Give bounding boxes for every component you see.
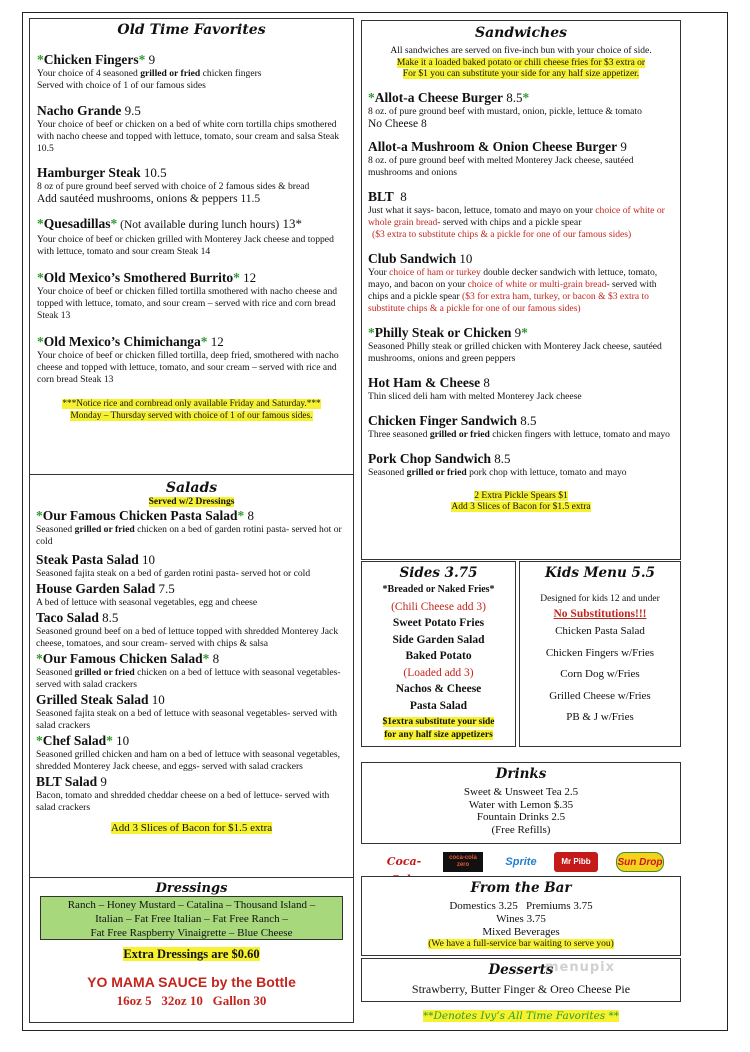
section-title: Salads <box>165 480 218 496</box>
menu-item: Allot-a Mushroom & Onion Cheese Burger 9 8 oz. of pure ground beef with melted Monterey Jack cheese, sautéed mushrooms and onions <box>368 138 674 179</box>
menu-item: Pork Chop Sandwich 8.5 Seasoned grilled or fried pork chop with lettuce, tomato and mayo <box>368 450 674 479</box>
item-price: 13* <box>279 216 302 231</box>
side-item: Nachos & Cheese <box>395 683 482 695</box>
dressings-section <box>29 877 354 1023</box>
item-desc: 8 oz. of pure ground beef with melted Monterey Jack cheese, sautéed mushrooms and onions <box>368 154 634 178</box>
item-name: Steak Pasta Salad <box>36 552 139 567</box>
sun-drop-logo: Sun Drop <box>616 852 664 872</box>
item-name: Pork Chop Sandwich <box>368 450 492 466</box>
item-desc: 8 oz of pure ground beef served with choice of 2 famous sides & bread <box>37 181 310 192</box>
menu-item: *Old Mexico’s Smothered Burrito* 12 Your choice of beef or chicken filled tortilla smothered with nacho cheese and topped with lettuce, tomato, and sour cream – served with rice and corn bread Steak 13 <box>37 269 346 322</box>
item-desc: Seasoned fajita steak on a bed of lettuce with seasonal vegetables- served with salad crackers <box>36 708 338 731</box>
item-desc: Your choice of beef or chicken on a bed of white corn tortilla chips smothered with nacho cheese and topped with lettuce, tomato, sour cream and salsa Steak 10.5 <box>37 119 340 154</box>
side-item: Baked Potato <box>405 650 472 662</box>
soda-logos <box>378 851 668 873</box>
drinks-list <box>364 786 678 836</box>
menu-item: Steak Pasta Salad 10 Seasoned fajita steak on a bed of garden rotini pasta- served hot or cold <box>36 551 347 580</box>
drink-line: Fountain Drinks 2.5 <box>476 811 566 823</box>
item-name: Our Famous Chicken Pasta Salad <box>42 508 238 523</box>
menu-item: Club Sandwich 10 Your choice of ham or turkey double decker sandwich with lettuce, tomato, mayo, and bacon on your choice of white or multi-grain bread- served with chips and a pickle spear ($3 for extra ham, turkey, or bacon & $3 extra to substitute chips & a pickle for one of our famous sides) <box>368 250 674 315</box>
menu-item: *Our Famous Chicken Pasta Salad* 8 Seasoned grilled or fried chicken on a bed of garden rotini pasta- served hot or cold <box>36 507 347 548</box>
side-item: Sweet Potato Fries <box>392 617 485 629</box>
item-name: Allot-a Mushroom & Onion Cheese Burger <box>368 138 618 154</box>
coke-zero-logo: coca-cola zero <box>443 852 483 872</box>
item-desc: Seasoned ground beef on a bed of lettuce topped with shredded Monterey Jack cheese, tomatoes, and sour cream- served with chips & salsa <box>36 626 339 649</box>
menu-item: *Old Mexico’s Chimichanga* 12 Your choice of beef or chicken filled tortilla, deep fried, smothered with nacho cheese and topped with lettuce, tomato, and sour cream – served with rice and corn bread Steak 13 <box>37 333 346 386</box>
side-item: Side Garden Salad <box>392 633 485 646</box>
item-name: Hamburger Steak <box>37 165 141 180</box>
item-desc: Thin sliced deli ham with melted Monterey Jack cheese <box>368 390 582 402</box>
item-name: House Garden Salad <box>36 581 156 596</box>
kids-item: PB & J w/Fries <box>566 711 634 723</box>
sandwich-intro-substitute: For $1 you can substitute your side for any half size appetizer. <box>402 69 640 79</box>
item-desc: Seasoned fajita steak on a bed of garden rotini pasta- served hot or cold <box>36 568 311 579</box>
menu-item <box>37 164 346 205</box>
kids-item: Chicken Fingers w/Fries <box>545 646 655 659</box>
sides-list <box>365 582 512 714</box>
menu-item: *Chef Salad* 10 Seasoned grilled chicken and ham on a bed of lettuce with seasonal vegetables, shredded Monterey Jack cheese, and eggs- served with salad crackers <box>36 732 347 773</box>
item-name: Nacho Grande <box>37 103 122 118</box>
menu-item: Taco Salad 8.5 Seasoned ground beef on a bed of lettuce topped with shredded Monterey Jack cheese, tomatoes, and sour cream- served with chips & salsa <box>36 609 347 650</box>
sandwich-intro-upgrade: Make it a loaded baked potato or chili cheese fries for $3 extra or <box>396 57 646 68</box>
bar-list <box>364 900 678 939</box>
item-price: 9.5 <box>121 103 141 118</box>
item-desc: Just what it says- bacon, lettuce, tomato and mayo on your choice of white or whole grain bread- served with chips and a pickle spear ($3 extra to substitute chips & a pickle for one of our famous sides) <box>368 204 665 240</box>
item-name: Quesadillas <box>43 216 111 231</box>
item-desc: Your choice of beef or chicken filled tortilla smothered with nacho cheese and topped with lettuce, tomato, and sour cream – served with rice and corn bread Steak 13 <box>37 286 338 321</box>
kids-item: Chicken Pasta Salad <box>555 625 645 637</box>
drink-line: Water with Lemon $.35 <box>468 798 574 811</box>
item-desc: Your choice of ham or turkey double decker sandwich with lettuce, tomato, mayo, and bacon on your choice of white or multi-grain bread- served with chips and a pickle spear ($3 for extra ham, turkey, or bacon & $3 extra to substitute chips & a pickle for one of our famous sides) <box>368 266 658 314</box>
menu-item: House Garden Salad 7.5 A bed of lettuce with seasonal vegetables, egg and cheese <box>36 580 347 609</box>
bacon-note: Add 3 Slices of Bacon for $1.5 extra <box>110 822 273 834</box>
sides-section <box>361 561 516 747</box>
item-extra: Add sautéed mushrooms, onions & peppers 11.5 <box>37 193 261 205</box>
bar-note: (We have a full-service bar waiting to serve you) <box>428 939 614 949</box>
side-item: (Chili Cheese add 3) <box>391 600 486 613</box>
menu-item: *Allot-a Cheese Burger 8.5* 8 oz. of pure ground beef with mustard, onion, pickle, lettuce & tomato No Cheese 8 <box>368 89 674 130</box>
side-item: (Loaded add 3) <box>403 666 474 679</box>
desserts-section <box>361 958 681 1002</box>
item-name: Chef Salad <box>42 733 107 748</box>
item-name: Philly Steak or Chicken <box>374 324 512 340</box>
section-title: Desserts <box>488 962 554 978</box>
item-name: Hot Ham & Cheese <box>368 374 481 390</box>
side-item: Pasta Salad <box>409 699 468 712</box>
item-name: Old Mexico’s Smothered Burrito <box>43 270 234 285</box>
notice: ***Notice rice and cornbread only available Friday and Saturday.*** Monday – Thursday served with choice of 1 of our famous sides. <box>62 399 321 421</box>
menu-item: *Quesadillas* (Not available during lunch hours) 13* Your choice of beef or chicken grilled with Monterey Jack cheese and topped with lettuce, tomato and sour cream Steak 14 <box>37 215 346 258</box>
menu-item <box>37 51 346 92</box>
desserts-line: Strawberry, Butter Finger & Oreo Cheese Pie <box>411 982 631 996</box>
item-name: Our Famous Chicken Salad <box>42 651 203 666</box>
sandwich-intro: All sandwiches are served on five-inch bun with your choice of side. <box>390 46 652 56</box>
sauce-title: YO MAMA SAUCE by the Bottle <box>87 974 296 990</box>
bar-line: Wines 3.75 <box>496 913 546 925</box>
salads-section <box>29 474 354 878</box>
section-title: Sides 3.75 <box>399 565 478 581</box>
item-price: 12 <box>207 334 224 349</box>
menu-item: *Philly Steak or Chicken 9* Seasoned Philly steak or grilled chicken with Monterey Jack cheese, sautéed mushrooms, onions and green peppers <box>368 324 674 365</box>
item-desc: Seasoned grilled or fried chicken on a bed of lettuce with seasonal vegetables- served with salad crackers <box>36 667 341 690</box>
menu-item: *Our Famous Chicken Salad* 8 Seasoned grilled or fried chicken on a bed of lettuce with seasonal vegetables- served with salad crackers <box>36 650 347 691</box>
no-substitutions: No Substitutions!!! <box>553 608 647 620</box>
sandwiches-section <box>361 20 681 560</box>
drink-line: Sweet & Unsweet Tea 2.5 <box>463 786 579 798</box>
favorite-star: * <box>37 52 44 67</box>
sprite-logo: Sprite <box>505 856 537 868</box>
menu-item: Grilled Steak Salad 10 Seasoned fajita steak on a bed of lettuce with seasonal vegetables- served with salad crackers <box>36 691 347 732</box>
salads-subtitle: Served w/2 Dressings <box>148 497 235 507</box>
bar-line: Mixed Beverages <box>482 926 560 938</box>
bar-line: Domestics 3.25 Premiums 3.75 <box>449 900 593 912</box>
section-title: Sandwiches <box>474 25 567 41</box>
old-time-favorites-section <box>29 18 354 476</box>
sides-note: for any half size appetizers <box>384 730 493 740</box>
item-desc: Your choice of 4 seasoned grilled or fried chicken fingers <box>37 68 262 79</box>
item-extra: No Cheese 8 <box>368 117 427 130</box>
item-price: 12 <box>239 270 257 285</box>
bacon-note: Add 3 Slices of Bacon for $1.5 extra <box>451 502 591 512</box>
item-name: BLT Salad <box>36 774 98 789</box>
section-title: Kids Menu 5.5 <box>545 565 655 581</box>
item-price: 9 <box>145 52 156 67</box>
extra-dressings: Extra Dressings are $0.60 <box>123 947 260 961</box>
section-title: Old Time Favorites <box>117 22 266 38</box>
sauce-prices: 16oz 5 32oz 10 Gallon 30 <box>116 993 267 1008</box>
menu-item: Chicken Finger Sandwich 8.5 Three seasoned grilled or fried chicken fingers with lettuce, tomato and mayo <box>368 412 674 441</box>
kids-item: Grilled Cheese w/Fries <box>549 689 651 702</box>
item-name: Club Sandwich <box>368 250 457 266</box>
item-desc: Bacon, tomato and shredded cheddar cheese on a bed of lettuce- served with salad crackers <box>36 790 330 813</box>
item-name: Grilled Steak Salad <box>36 692 149 707</box>
section-title: From the Bar <box>470 880 572 896</box>
item-name: Allot-a Cheese Burger <box>374 89 503 105</box>
item-name: Old Mexico’s Chimichanga <box>43 334 201 349</box>
watermark: menupix <box>545 960 616 975</box>
menu-item: BLT Salad 9 Bacon, tomato and shredded cheddar cheese on a bed of lettuce- served with salad crackers <box>36 773 347 814</box>
pickle-note: 2 Extra Pickle Spears $1 <box>474 490 568 501</box>
menu-item: BLT 8 Just what it says- bacon, lettuce, tomato and mayo on your choice of white or whole grain bread- served with chips and a pickle spear ($3 extra to substitute chips & a pickle for one of our famous sides) <box>368 188 674 241</box>
section-title: Drinks <box>495 766 547 782</box>
section-title: Dressings <box>155 881 228 896</box>
item-desc: Three seasoned grilled or fried chicken fingers with lettuce, tomato and mayo <box>368 428 670 440</box>
coca-cola-logo: Coca- <box>386 855 422 868</box>
favorite-star: * <box>138 52 146 67</box>
item-desc: Your choice of beef or chicken grilled with Monterey Jack cheese and topped with lettuce, tomato and sour cream Steak 14 <box>37 234 334 257</box>
drinks-section <box>361 762 681 844</box>
sides-note: $1extra substitute your side <box>382 717 495 727</box>
menu-item: Hot Ham & Cheese 8 Thin sliced deli ham with melted Monterey Jack cheese <box>368 374 674 403</box>
item-desc: Your choice of beef or chicken filled tortilla, deep fried, smothered with nacho cheese and topped with lettuce, tomato, and sour cream – served with rice and corn bread Steak 13 <box>37 350 339 385</box>
side-item: *Breaded or Naked Fries* <box>382 584 495 595</box>
item-name: Chicken Finger Sandwich <box>368 412 518 428</box>
item-name: Chicken Fingers <box>43 52 139 67</box>
item-desc: Seasoned grilled or fried pork chop with lettuce, tomato and mayo <box>368 466 627 478</box>
dressing-list: Ranch – Honey Mustard – Catalina – Thousand Island – Italian – Fat Free Italian – Fat Free Ranch – Fat Free Raspberry Vinaigrette – Blue Cheese <box>40 896 343 940</box>
item-desc: Seasoned grilled chicken and ham on a bed of lettuce with seasonal vegetables, shredded Monterey Jack cheese, and eggs- served with salad crackers <box>36 749 340 772</box>
kids-list <box>523 621 677 729</box>
item-desc: Served with choice of 1 of our famous sides <box>37 80 206 91</box>
menu-item <box>37 102 346 155</box>
item-desc: Seasoned Philly steak or grilled chicken with Monterey Jack cheese, sautéed mushrooms, onions and green peppers <box>368 340 662 364</box>
kids-item: Corn Dog w/Fries <box>560 668 640 680</box>
item-name: Taco Salad <box>36 610 99 625</box>
item-name: BLT <box>368 188 394 204</box>
mr-pibb-logo: Mr Pibb <box>554 852 598 872</box>
item-desc: A bed of lettuce with seasonal vegetables, egg and cheese <box>36 597 258 608</box>
footer-note: **Denotes Ivy’s All Time Favorites ** <box>422 1010 620 1022</box>
kids-subtitle: Designed for kids 12 and under <box>540 594 660 604</box>
item-desc: 8 oz. of pure ground beef with mustard, onion, pickle, lettuce & tomato <box>368 105 642 117</box>
kids-menu-section <box>519 561 681 747</box>
drink-line: (Free Refills) <box>491 823 551 836</box>
item-price: 10.5 <box>140 165 167 180</box>
item-desc: Seasoned grilled or fried chicken on a bed of garden rotini pasta- served hot or cold <box>36 524 342 547</box>
bar-section <box>361 876 681 956</box>
